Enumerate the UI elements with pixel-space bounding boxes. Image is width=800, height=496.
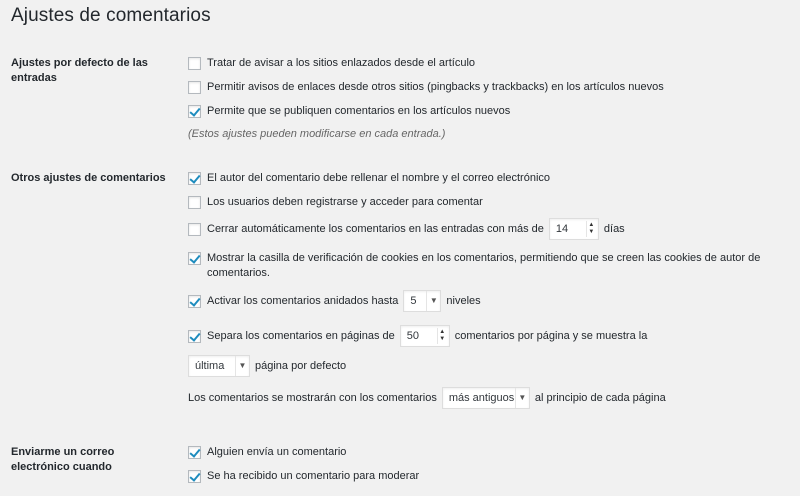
option-require-registration[interactable]	[188, 195, 483, 209]
option-allow-comments[interactable]	[188, 104, 510, 118]
comments-per-page-input[interactable]	[400, 325, 450, 347]
section-label-email-me: Enviarme un correo electrónico cuando	[11, 446, 115, 473]
option-suffix: comentarios por página y se muestra la	[454, 330, 648, 342]
comment-order-value: más antiguos	[448, 392, 515, 404]
option-threaded-comments[interactable]	[188, 290, 481, 312]
option-default-page	[188, 355, 346, 377]
option-suffix: días	[603, 223, 625, 235]
option-label: Los comentarios se mostrarán con los comentarios	[188, 392, 437, 404]
checkbox-show-cookies[interactable]	[188, 252, 201, 265]
comments-per-page-value: 50	[406, 330, 419, 342]
comment-order-select[interactable]	[442, 387, 530, 409]
option-suffix: niveles	[446, 295, 481, 307]
checkbox-require-registration[interactable]	[188, 196, 201, 209]
option-show-cookies-checkbox[interactable]	[188, 251, 778, 281]
thread-depth-select[interactable]	[403, 290, 441, 312]
option-label: Separa los comentarios en páginas de	[207, 330, 395, 342]
settings-note: (Estos ajustes pueden modificarse en cada entrada.)	[188, 128, 446, 140]
option-label: Permitir avisos de enlaces desde otros sitios (pingbacks y trackbacks) en los artículos nuevos	[207, 81, 664, 93]
option-suffix: página por defecto	[255, 360, 347, 372]
checkbox-notify-linked-sites[interactable]	[188, 57, 201, 70]
checkbox-email-new-comment[interactable]	[188, 446, 201, 459]
spinner-arrows-icon[interactable]: ▲ ▼	[437, 328, 447, 344]
section-label-default-settings: Ajustes por defecto de las entradas	[11, 57, 148, 84]
default-page-value: última	[195, 360, 225, 372]
chevron-down-icon: ▼	[426, 291, 440, 311]
option-label: Se ha recibido un comentario para moderar	[207, 470, 420, 482]
option-paginate-comments[interactable]	[188, 325, 647, 347]
option-label: Permite que se publiquen comentarios en los artículos nuevos	[207, 105, 511, 117]
checkbox-threaded-comments[interactable]	[188, 295, 201, 308]
checkbox-paginate-comments[interactable]	[188, 330, 201, 343]
checkbox-email-moderation[interactable]	[188, 470, 201, 483]
checkbox-require-name-email[interactable]	[188, 172, 201, 185]
option-label: Cerrar automáticamente los comentarios en las entradas con más de	[207, 223, 544, 235]
close-days-input[interactable]	[549, 218, 599, 240]
option-email-moderation[interactable]	[188, 469, 419, 483]
option-require-name-email[interactable]	[188, 171, 550, 185]
option-label: Activar los comentarios anidados hasta	[207, 295, 399, 307]
option-suffix: al principio de cada página	[534, 392, 666, 404]
option-label: Tratar de avisar a los sitios enlazados desde el artículo	[207, 57, 476, 69]
thread-depth-value: 5	[410, 295, 417, 307]
option-close-comments[interactable]	[188, 218, 625, 240]
close-days-value: 14	[555, 223, 569, 235]
checkbox-allow-comments[interactable]	[188, 105, 201, 118]
option-notify-linked-sites[interactable]	[188, 56, 475, 70]
option-label: El autor del comentario debe rellenar el nombre y el correo electrónico	[207, 172, 551, 184]
option-email-new-comment[interactable]	[188, 445, 346, 459]
option-allow-pingbacks[interactable]	[188, 80, 664, 94]
option-label: Los usuarios deben registrarse y acceder para comentar	[207, 196, 483, 208]
chevron-down-icon: ▼	[515, 388, 529, 408]
chevron-down-icon: ▼	[235, 356, 249, 376]
checkbox-allow-pingbacks[interactable]	[188, 81, 201, 94]
option-label: Mostrar la casilla de verificación de cookies en los comentarios, permitiendo que se creen las cookies de autor de comentarios.	[207, 252, 761, 279]
spinner-arrows-icon[interactable]: ▲ ▼	[586, 221, 596, 237]
option-comment-order	[188, 387, 666, 409]
checkbox-close-comments[interactable]	[188, 223, 201, 236]
page-title: Ajustes de comentarios	[11, 5, 211, 26]
section-label-other-settings: Otros ajustes de comentarios	[11, 172, 166, 184]
default-page-select[interactable]	[188, 355, 250, 377]
option-label: Alguien envía un comentario	[207, 446, 347, 458]
